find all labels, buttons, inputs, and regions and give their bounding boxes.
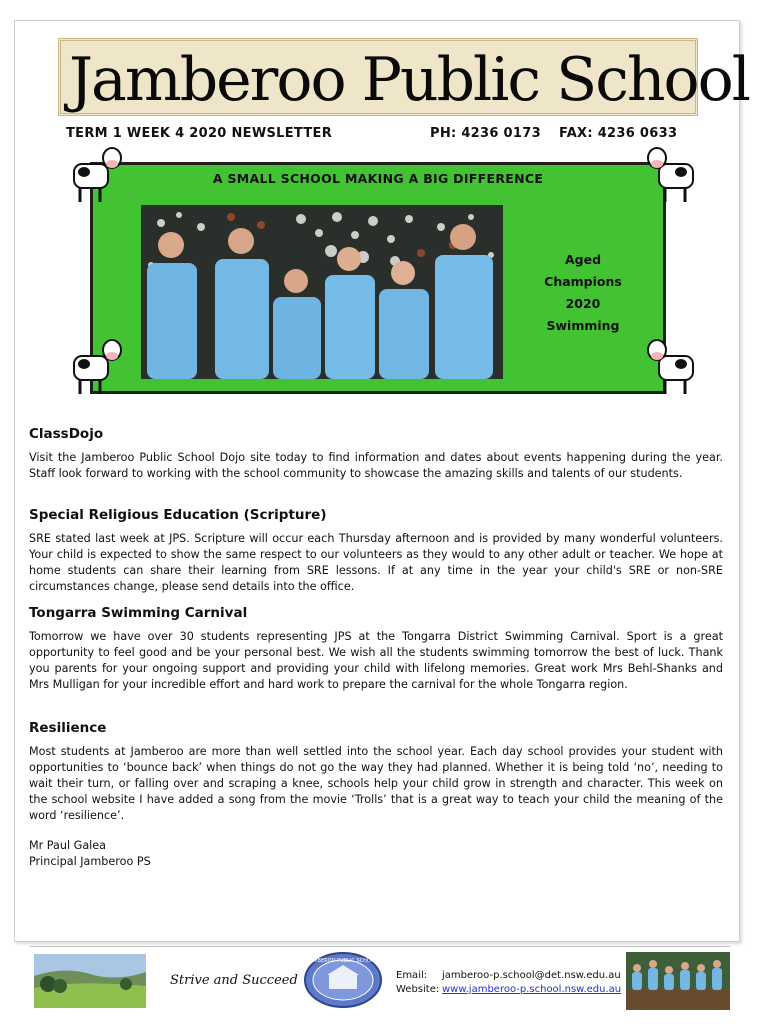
section-body: Tomorrow we have over 30 students representing JPS at the Tongarra District Swimming Carnival. Sport is a great opportunity to feel good and be your personal best. We wish all the students swimming tomorrow the best of luck. Thank you parents for your ongoing support and providing your child with lifelong memories. Great work Mrs Behl-Shanks and Mrs Mulligan for your incredible effort and hard work to prepare the carnival for the whole Tongarra region.: [29, 630, 723, 691]
newsletter-label: TERM 1 WEEK 4 2020 NEWSLETTER: [66, 126, 333, 141]
cow-icon: [70, 146, 122, 204]
cow-icon: [70, 338, 122, 396]
logo-text: JAMBEROO PUBLIC SCHOOL: [308, 958, 378, 964]
award-line: Champions: [544, 274, 622, 289]
email-address[interactable]: jamberoo-p.school@det.nsw.edu.au: [442, 970, 621, 981]
award-line: 2020: [565, 296, 601, 311]
section-title: ClassDojo: [29, 426, 104, 442]
school-tagline: A SMALL SCHOOL MAKING A BIG DIFFERENCE: [212, 171, 544, 186]
footer-divider: [30, 946, 730, 947]
website-link[interactable]: www.jamberoo-p.school.nsw.edu.au: [442, 984, 622, 995]
cow-icon: [645, 338, 697, 396]
masthead: [58, 38, 749, 116]
phone-number: PH: 4236 0173: [430, 126, 541, 141]
principal-role: Principal Jamberoo PS: [29, 855, 151, 868]
section-swimming-carnival: [29, 605, 723, 693]
school-logo: [303, 951, 383, 1009]
students-photo-illustration: [141, 205, 503, 379]
email-label: Email:: [396, 970, 428, 981]
school-motto: Strive and Succeed: [170, 973, 298, 988]
signature-block: [29, 838, 723, 870]
website-label: Website:: [396, 984, 440, 995]
landscape-photo: [34, 954, 146, 1008]
swimming-champions-photo: [141, 205, 503, 379]
students-group-photo: [626, 952, 730, 1010]
contact-details: [396, 969, 621, 997]
section-scripture: [29, 507, 723, 595]
section-body: Most students at Jamberoo are more than well settled into the school year. Each day school provides your student with opportunities to ‘bounce back’ when things do not go the way they had planned. Whether it is being told ‘no’, needing to wait their turn, or falling over and scraping a knee, schools help your child grow in strength and character. This week on the school website I have added a song from the movie ‘Trolls’ that is a great way to teach your child the meaning of the word ‘resilience’.: [29, 745, 723, 822]
section-title: Special Religious Education (Scripture): [29, 507, 327, 523]
award-line: Swimming: [546, 318, 620, 333]
section-body: SRE stated last week at JPS. Scripture will occur each Thursday afternoon and is provided by many wonderful volunteers. Your child is expected to show the same respect to our volunteers as they would to any other adult or teacher. We hope at home students can share their learning from SRE lessons. If at any time in the year your child's SRE or non-SRE circumstances change, please send details into the office.: [29, 532, 723, 593]
award-line: Aged: [564, 252, 602, 267]
banner-panel: [90, 162, 666, 394]
section-body: Visit the Jamberoo Public School Dojo site today to find information and dates about events happening during the year. Staff look forward to working with the school community to showcase the amazing skills and talents of our students.: [29, 451, 723, 480]
cow-icon: [645, 146, 697, 204]
section-classdojo: [29, 426, 723, 482]
section-resilience: [29, 720, 723, 824]
section-title: Tongarra Swimming Carnival: [29, 605, 248, 621]
award-caption: [523, 249, 643, 337]
principal-name: Mr Paul Galea: [29, 839, 107, 852]
school-title: Jamberoo Public School: [69, 45, 749, 115]
section-title: Resilience: [29, 720, 107, 736]
fax-number: FAX: 4236 0633: [559, 126, 678, 141]
